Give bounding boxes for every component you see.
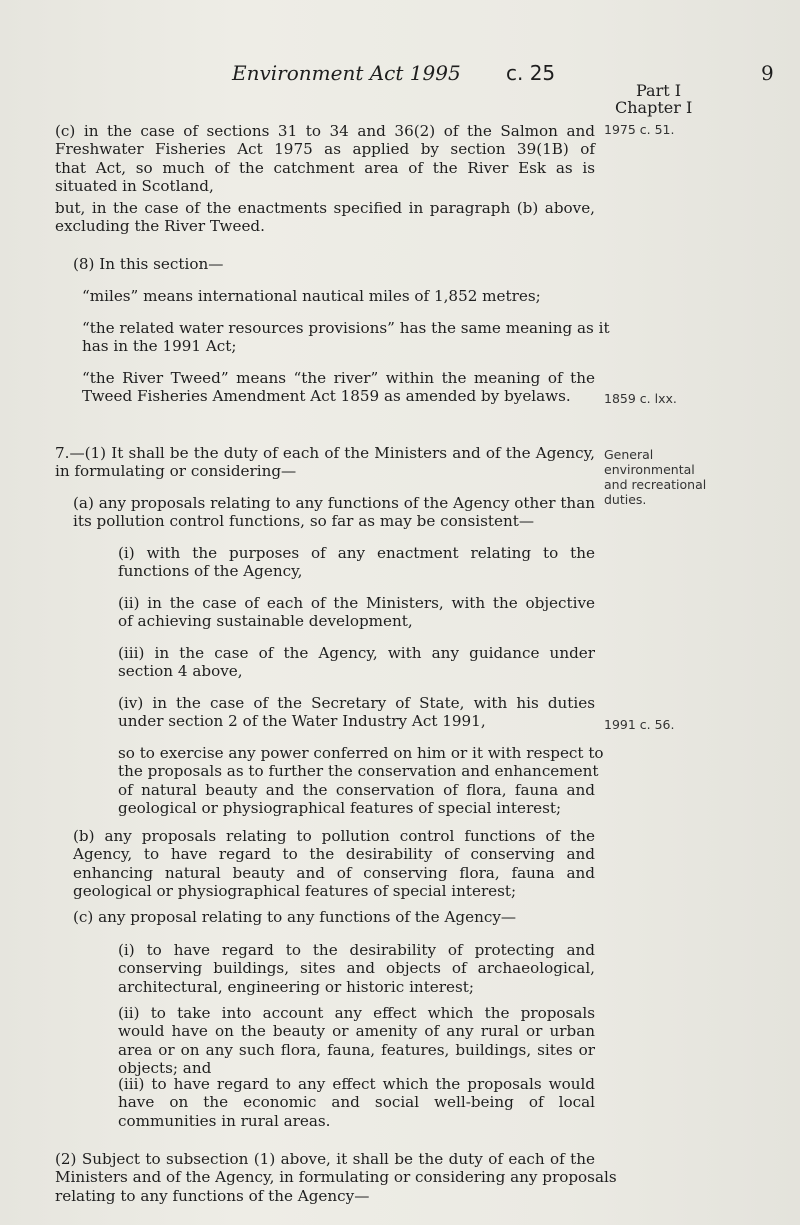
part-heading: Part I: [636, 81, 682, 100]
text-line: (i) with the purposes of any enactment relating to the: [118, 544, 595, 562]
text-line: of natural beauty and the conservation of flora, fauna and: [118, 780, 595, 799]
paragraph-7-1-a: [73, 494, 595, 531]
margin-note-line: 1975 c. 51.: [604, 122, 675, 137]
text-line: Agency, to have regard to the desirability of conserving and: [73, 845, 595, 864]
text-line: its pollution control functions, so far as may be consistent—: [73, 512, 535, 531]
subparagraph-c-i: [118, 941, 595, 996]
text-line: objects; and: [118, 1058, 212, 1077]
text-line: the proposals as to further the conservation and enhancement: [118, 762, 599, 781]
margin-note-line: duties.: [604, 492, 647, 507]
definition-river-tweed: [82, 369, 595, 406]
text-line: (i) to have regard to the desirability of protecting and: [118, 941, 595, 959]
running-head-chapter-ref: c. 25: [506, 61, 556, 85]
definition-miles: [82, 287, 595, 305]
text-line: geological or physiographical features of special interest;: [73, 881, 517, 900]
text-line: (c) any proposal relating to any functions of the Agency—: [73, 908, 517, 926]
margin-note-line: 1859 c. lxx.: [604, 391, 677, 406]
subparagraph-a-iii: [118, 644, 595, 681]
text-line: Ministers and of the Agency, in formulating or considering any proposals: [55, 1168, 617, 1187]
text-line: geological or physiographical features of special interest;: [118, 798, 562, 817]
text-line: excluding the River Tweed.: [55, 217, 265, 236]
text-line: Freshwater Fisheries Act 1975 as applied by section 39(1B) of: [55, 140, 595, 159]
paragraph-7c-river-esk: [55, 122, 595, 195]
margin-note-1991-c56: [604, 717, 794, 732]
text-line: (iii) in the case of the Agency, with any guidance under: [118, 644, 595, 662]
text-line: so to exercise any power conferred on him or it with respect to: [118, 744, 604, 762]
subparagraph-a-i: [118, 544, 595, 581]
subsection-7-2: [55, 1150, 617, 1205]
text-line: (ii) to take into account any effect which the proposals: [118, 1004, 595, 1022]
text-line: has in the 1991 Act;: [82, 337, 237, 356]
text-line: functions of the Agency,: [118, 562, 303, 581]
subparagraph-a-ii: [118, 594, 595, 631]
text-line: communities in rural areas.: [118, 1111, 331, 1130]
text-line: (2) Subject to subsection (1) above, it shall be the duty of each of the: [55, 1150, 595, 1168]
text-line: that Act, so much of the catchment area of the River Esk as is: [55, 158, 595, 177]
text-line: Tweed Fisheries Amendment Act 1859 as amended by byelaws.: [82, 387, 571, 406]
margin-note-line: and recreational: [604, 477, 707, 492]
text-line: enhancing natural beauty and of conserving flora, fauna and: [73, 863, 595, 882]
page-number: 9: [761, 61, 774, 85]
paragraph-a-tail: [118, 744, 604, 817]
text-line: area or on any such flora, fauna, features, buildings, sites or: [118, 1040, 595, 1059]
margin-note-general-duties: [604, 447, 794, 507]
text-line: (ii) in the case of each of the Ministers, with the objective: [118, 594, 595, 612]
text-line: would have on the beauty or amenity of any rural or urban: [118, 1022, 595, 1041]
text-line: (8) In this section—: [73, 255, 224, 273]
text-line: conserving buildings, sites and objects of archaeological,: [118, 959, 595, 978]
definition-related-water-resources: [82, 319, 610, 356]
margin-note-1975-c51: [604, 122, 794, 137]
text-line: (a) any proposals relating to any functions of the Agency other than: [73, 494, 595, 512]
paragraph-excluding-tweed: [55, 199, 595, 236]
text-line: situated in Scotland,: [55, 176, 214, 195]
text-line: “the related water resources provisions” has the same meaning as it: [82, 319, 610, 337]
subparagraph-a-iv: [118, 694, 595, 731]
text-line: 7.—(1) It shall be the duty of each of the Ministers and of the Agency,: [55, 444, 595, 462]
text-line: have on the economic and social well-being of local: [118, 1093, 595, 1112]
paragraph-7-1-b: [73, 827, 595, 900]
margin-note-line: General: [604, 447, 654, 462]
running-head-act-title: Environment Act 1995: [232, 61, 461, 85]
text-line: of achieving sustainable development,: [118, 612, 413, 631]
section-7-1: [55, 444, 595, 481]
chapter-heading: Chapter I: [615, 98, 693, 117]
text-line: but, in the case of the enactments specified in paragraph (b) above,: [55, 199, 595, 217]
text-line: architectural, engineering or historic interest;: [118, 977, 474, 996]
text-line: (iii) to have regard to any effect which the proposals would: [118, 1075, 595, 1093]
margin-note-1859-clxx: [604, 391, 794, 406]
paragraph-7-1-c: [73, 908, 595, 926]
text-line: in formulating or considering—: [55, 462, 297, 481]
text-line: (b) any proposals relating to pollution control functions of the: [73, 827, 595, 845]
text-line: relating to any functions of the Agency—: [55, 1186, 370, 1205]
text-line: under section 2 of the Water Industry Act 1991,: [118, 712, 486, 731]
text-line: section 4 above,: [118, 662, 243, 681]
margin-note-line: environmental: [604, 462, 695, 477]
text-line: (iv) in the case of the Secretary of State, with his duties: [118, 694, 595, 712]
text-line: (c) in the case of sections 31 to 34 and 36(2) of the Salmon and: [55, 122, 595, 140]
subparagraph-c-iii: [118, 1075, 595, 1130]
text-line: “miles” means international nautical miles of 1,852 metres;: [82, 287, 541, 305]
text-line: “the River Tweed” means “the river” within the meaning of the: [82, 369, 595, 387]
subparagraph-c-ii: [118, 1004, 595, 1077]
margin-note-line: 1991 c. 56.: [604, 717, 675, 732]
subsection-8-heading: [73, 255, 473, 273]
